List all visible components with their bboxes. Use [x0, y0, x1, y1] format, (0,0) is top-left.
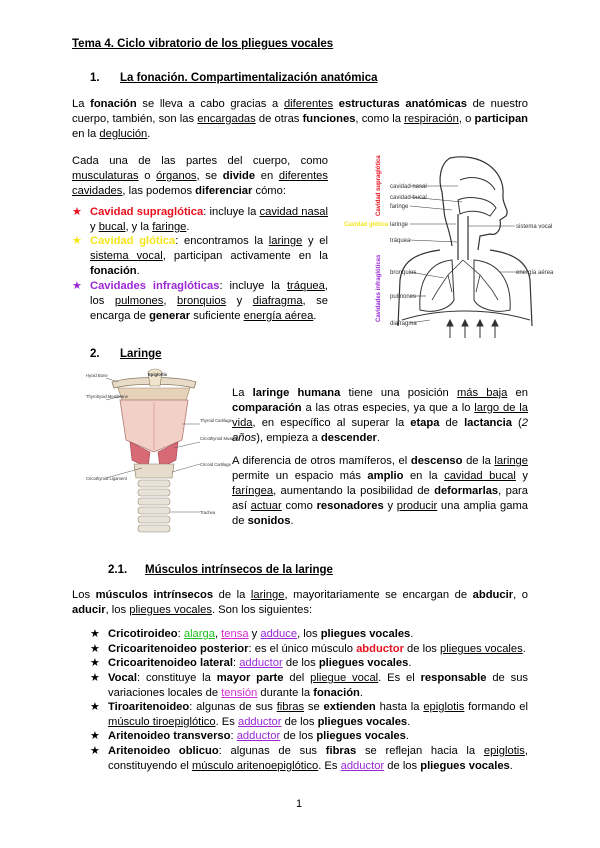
label-traquea: tráquea [390, 238, 411, 244]
label-hyoid: Hyoid Bone [86, 373, 108, 378]
section-2-heading [90, 348, 162, 360]
label-glotica: Cavidad glótica [344, 222, 389, 228]
section-1-heading [90, 72, 378, 84]
page-number: 1 [296, 798, 303, 810]
label-thyrohyoid: Thyrohyoid Membrane [86, 394, 128, 399]
star-icon: ★ [72, 280, 83, 292]
label-cavidad-nasal: cavidad nasal [390, 184, 427, 190]
star-icon: ★ [72, 235, 83, 247]
list-item-cricotiroideo: ★ Cricotiroideo: alarga, tensa y adduce, los pliegues vocales. [90, 628, 414, 640]
list-item-supraglotica: ★ Cavidad supraglótica: incluye la cavidad nasal y bucal, y la faringe. [72, 206, 329, 233]
section-2-1-heading [108, 564, 333, 576]
paragraph-musculos: Los músculos intrínsecos de la laringe, mayoritariamente se encargan de abducir, o aducir, los pliegues vocales. Son los siguientes: [72, 589, 528, 616]
star-icon: ★ [72, 206, 83, 218]
label-energia-aerea: energía aérea [516, 270, 554, 276]
label-sistema-vocal: sistema vocal [516, 224, 553, 230]
paragraph-laringe-humana: La laringe humana tiene una posición más baja en comparación a las otras especies, ya que a lo largo de la vida, en específico al superar la etapa de lactancia (2 años), empieza a descender. [232, 387, 528, 444]
star-icon: ★ [90, 657, 101, 669]
label-supraglotica: Cavidad supraglótica [376, 155, 382, 216]
paragraph-cavidades: Cada una de las partes del cuerpo, como musculaturas o órganos, se divide en diferentes cavidades, las podemos diferenciar cómo: [72, 155, 328, 197]
star-icon: ★ [90, 745, 101, 757]
label-cavidad-bucal: cavidad bucal [390, 195, 427, 201]
label-epiglottis: Epiglottis [148, 372, 168, 377]
list-item-cricoaritenoideo-posterior: ★ Cricoaritenoideo posterior: es el único músculo abductor de los pliegues vocales. [90, 643, 526, 655]
document-title: Tema 4. Ciclo vibratorio de los pliegues vocales [72, 38, 334, 50]
list-item-cricoaritenoideo-lateral: ★ Cricoaritenoideo lateral: adductor de los pliegues vocales. [90, 657, 412, 669]
label-faringe: faringe [390, 204, 409, 210]
list-item-aritenoideo-transverso: ★ Aritenoideo transverso: adductor de los pliegues vocales. [90, 730, 409, 742]
section-title: Laringe [120, 348, 162, 360]
list-item-vocal: ★ Vocal: constituye la mayor parte del pliegue vocal. Es el responsable de sus variaciones locales de tensión durante la fonación. [90, 672, 529, 699]
label-diafragma: diafragma [390, 321, 417, 327]
label-bronquios: bronquios [390, 270, 417, 276]
label-cricothyroid-ligament: Cricothyroid Ligament [86, 476, 127, 481]
paragraph-fonacion: La fonación se lleva a cabo gracias a diferentes estructuras anatómicas de nuestro cuerpo, también, son las encargadas de otras funciones, como la respiración, o participan en la deglución. [72, 98, 529, 140]
respiratory-system-diagram [340, 150, 554, 338]
section-number: 2.1. [108, 564, 128, 576]
section-number: 1. [90, 72, 100, 84]
star-icon: ★ [90, 672, 101, 684]
list-item-infragloticas: ★ Cavidades infraglóticas: incluye la tráquea, los pulmones, bronquios y diafragma, se encarga de generar suficiente energía aérea. [72, 280, 328, 322]
star-icon: ★ [90, 701, 101, 713]
label-laringe: laringe [390, 222, 409, 228]
list-item-tiroaritenoideo: ★ Tiroaritenoideo: algunas de sus fibras se extienden hasta la epiglotis formando el músculo tiroepiglótico. Es adductor de los pliegues vocales. [90, 701, 528, 728]
star-icon: ★ [90, 628, 101, 640]
section-title: La fonación. Compartimentalización anatómica [120, 72, 378, 84]
label-thyroid-cartilage: Thyroid Cartilage [200, 418, 232, 423]
label-infragloticas: Cavidades infraglóticas [376, 254, 382, 322]
list-item-glotica: ★ Cavidad glótica: encontramos la laringe y el sistema vocal, participan activamente en la fonación. [72, 235, 328, 277]
label-cricothyroid-muscles: Cricothyroid Muscles [200, 436, 239, 441]
paragraph-descenso: A diferencia de otros mamíferos, el descenso de la laringe permite un espacio más amplio en la cavidad bucal y faríngea, aumentando la posibilidad de deformarlas, para así actuar como resonadores y producir una amplia gama de sonidos. [232, 455, 528, 527]
star-icon: ★ [90, 643, 101, 655]
list-item-aritenoideo-oblicuo: ★ Aritenoideo oblicuo: algunas de sus fibras se reflejan hacia la epiglotis, constituyendo el músculo aritenoepiglótico. Es adductor de los pliegues vocales. [90, 745, 528, 772]
label-cricoid-cartilage: Cricoid Cartilage [200, 462, 231, 467]
label-pulmones: pulmones [390, 294, 417, 300]
larynx-diagram [82, 368, 239, 534]
label-trachea: Trachea [200, 510, 216, 515]
star-icon: ★ [90, 730, 101, 742]
section-title: Músculos intrínsecos de la laringe [145, 564, 333, 576]
section-number: 2. [90, 348, 100, 360]
